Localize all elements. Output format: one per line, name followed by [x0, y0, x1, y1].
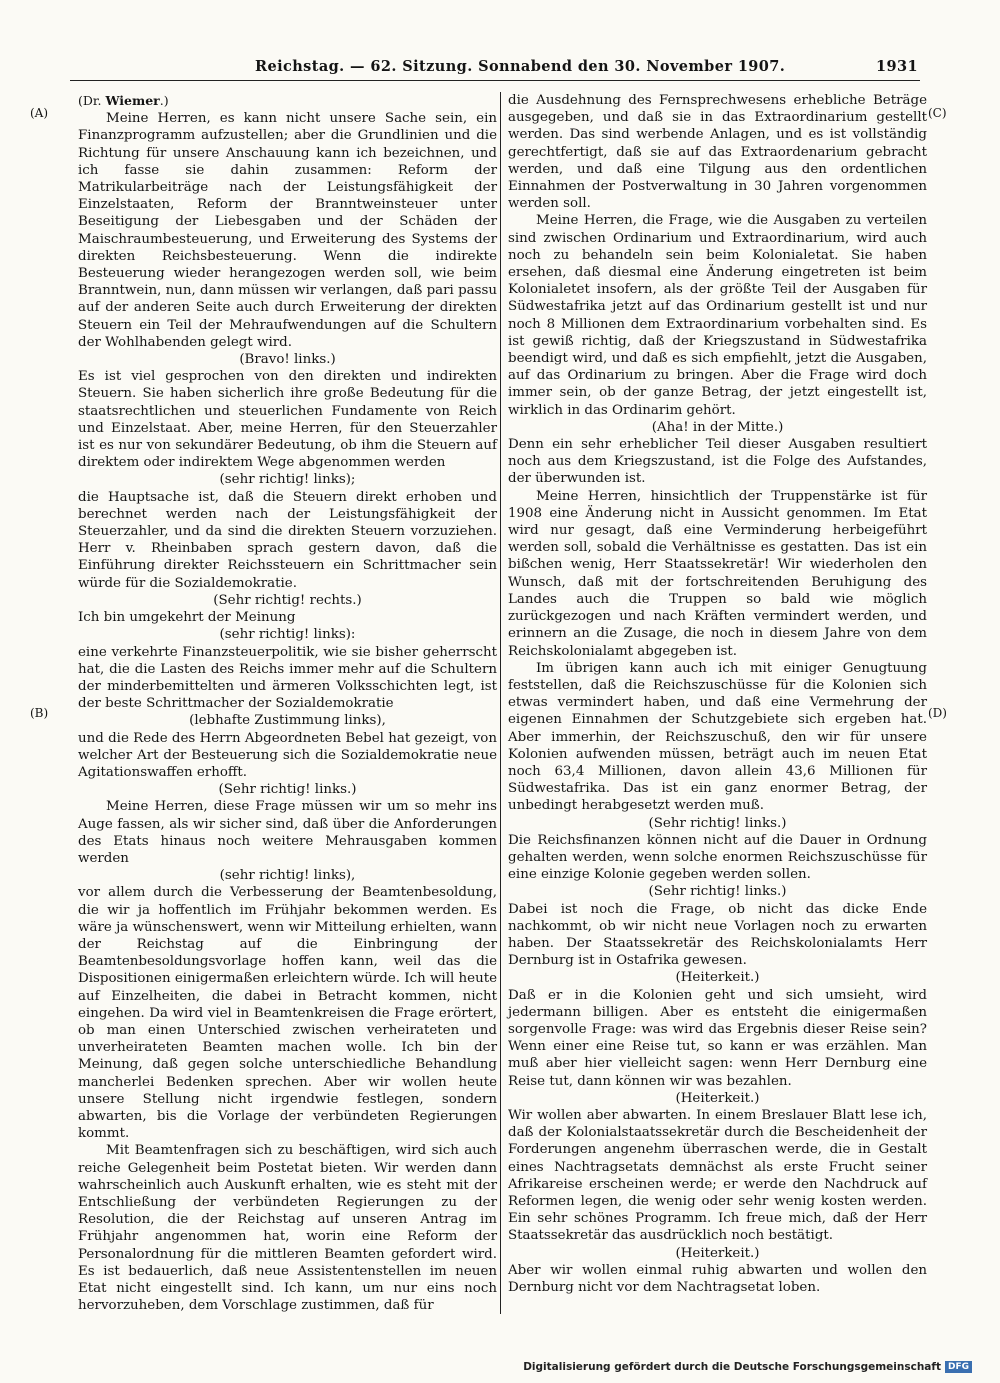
paragraph: Meine Herren, es kann nicht unsere Sache sein, ein Finanzprogramm aufzustellen; aber die Grundlinien und die Richtung für unsere Anschauung kann ich bezeichnen, und ich fasse sie dahin zusammen: Reform der Matrikularbeiträge nach der Leistungsfähigkeit der Einzelstaaten, Reform der Branntweinsteuer unter Beseitigung der Liebesgaben und der Schäden der Maischraumbesteuerung, und Erweiterung des Systems der direkten Reichsbesteuerung. Wenn die indirekte Besteuerung wieder herangezogen werden soll, wie beim Branntwein, nun, dann müssen wir verlangen, daß pari passu auf der anderen Seite auch durch Erweiterung der direkten Steuern ein Teil der Mehraufwendungen auf die Schultern der Wohlhabenden gelegt wird.: [78, 111, 497, 350]
paragraph: die Ausdehnung des Fernsprechwesens erhebliche Beträge ausgegeben, und daß sie in das Extraordinarium gestellt werden. Das sind werbende Anlagen, und es ist vollständig gerechtfertigt, daß sie auf das Extraordenarium gebracht werden, und daß eine Tilgung aus den ordentlichen Einnahmen der Postverwaltung in 30 Jahren vorgenommen werden soll.: [508, 93, 927, 212]
reaction: (Sehr richtig! links.): [648, 884, 787, 900]
page-number: 1931: [876, 58, 918, 75]
reaction: (sehr richtig! links):: [219, 627, 356, 643]
paragraph: Denn ein sehr erheblicher Teil dieser Ausgaben resultiert noch aus dem Kriegszustand, ist die Folge des Aufstandes, der überwunden ist.: [508, 437, 927, 487]
paragraph: und die Rede des Herrn Abgeordneten Bebel hat gezeigt, von welcher Art der Besteuerung sich die Sozialdemokratie neue Agitationswaffen erhofft.: [78, 730, 497, 780]
dfg-logo: DFG: [945, 1361, 972, 1373]
paragraph: Die Reichsfinanzen können nicht auf die Dauer in Ordnung gehalten werden, wenn solche enormen Reichszuschüsse für eine einzige Kolonie gegeben werden sollen.: [508, 832, 927, 883]
reaction: (Sehr richtig! rechts.): [213, 592, 362, 608]
reaction: (sehr richtig! links),: [219, 868, 356, 884]
paragraph: Im übrigen kann auch ich mit einiger Genugtuung feststellen, daß die Reichszuschüsse für die Kolonien sich etwas vermindert haben, und daß eine Vermehrung der eigenen Einnahmen der Schutzgebiete sich ergeben hat. Aber immerhin, der Reichszuschuß, den wir für unsere Kolonien aufwenden müssen, beträgt auch im neuen Etat noch 63,4 Millionen, davon allein 43,6 Millionen für Südwestafrika. Das ist ein ganz enormer Betrag, der unbedingt herabgesetzt werden muß.: [508, 660, 927, 814]
reaction: (Sehr richtig! links.): [648, 815, 787, 831]
reaction: (Sehr richtig! links.): [218, 782, 357, 798]
page-header: [70, 52, 918, 78]
column-divider: [500, 92, 501, 1314]
paragraph: Meine Herren, hinsichtlich der Truppenstärke ist für 1908 eine Änderung nicht in Aussicht genommen. Im Etat wird nur gesagt, daß eine Verminderung herbeigeführt werden soll, sobald die Verhältnisse es gestatten. Das ist ein bißchen wenig, Herr Staatssekretär! Wir wiederholen den Wunsch, daß mit der fortschreitenden Beruhigung des Landes auch die Truppen so bald wie möglich zurückgezogen und nach Kräften vermindert werden, und erinnern an die Zusage, die noch in diesem Jahre von dem Reichskolonialamt abgegeben ist.: [508, 488, 927, 659]
reaction: (Heiterkeit.): [675, 1245, 760, 1261]
paragraph: Wir wollen aber abwarten. In einem Breslauer Blatt lese ich, daß der Kolonialstaatssekretär durch die Bescheidenheit der Forderungen angenehm überraschen werde, die in Gestalt eines Nachtragsetats demnächst als erste Frucht seiner Afrikareise erscheinen werde; er werde den Nachdruck auf Reformen legen, die wenig oder sehr wenig kosten werden. Ein sehr schönes Programm. Ich freue mich, daß der Herr Staatssekretär das ausdrücklich noch bestätigt.: [508, 1107, 927, 1244]
paragraph: Dabei ist noch die Frage, ob nicht das dicke Ende nachkommt, ob wir nicht neue Vorlagen noch zu erwarten haben. Der Staatssekretär des Reichskolonialamts Herr Dernburg ist in Ostafrika gewesen.: [508, 901, 927, 969]
reaction: (lebhafte Zustimmung links),: [189, 713, 386, 729]
paragraph: Meine Herren, die Frage, wie die Ausgaben zu verteilen sind zwischen Ordinarium und Extraordinarium, wird auch noch zu behandeln sein beim Kolonialetat. Sie haben ersehen, daß diesmal eine Änderung eingetreten ist beim Kolonialetet insofern, als der größte Teil der Ausgaben für Südwestafrika jetzt auf das Ordinarium gestellt ist und nur noch 8 Millionen dem Extraordinarium vorbehalten sind. Es ist gewiß richtig, daß der Kriegszustand in Südwestafrika beendigt wird, und daß es sich empfiehlt, jetzt die Ausgaben, auf das Ordinarium zu bringen. Aber die Frage wird doch immer sein, ob der ganze Betrag, der jetzt eingestellt ist, wirklich in das Ordinarim gehört.: [508, 213, 927, 418]
paragraph: Mit Beamtenfragen sich zu beschäftigen, wird sich auch reiche Gelegenheit beim Postetat bieten. Wir werden dann wahrscheinlich auch Auskunft erhalten, wie es steht mit der Entschließung der verbündeten Regierungen zu der Resolution, die der Reichstag auf unseren Antrag im Frühjahr angenommen hat, worin eine Reform der Personalordnung für die mittleren Beamten gefordert wird. Es ist bedauerlich, daß neue Assistentenstellen im neuen Etat nicht eingestellt sind. Ich kann, um nur eins noch hervorzuheben, dem Vorschlage zustimmen, daß für: [78, 1143, 497, 1314]
paragraph: Aber wir wollen einmal ruhig abwarten und wollen den Dernburg nicht vor dem Nachtragsetat loben.: [508, 1262, 927, 1296]
reaction: (sehr richtig! links);: [219, 472, 356, 488]
credit-text: Digitalisierung gefördert durch die Deutsche Forschungsgemeinschaft: [523, 1361, 941, 1373]
right-column: [508, 92, 927, 1296]
paragraph: die Hauptsache ist, daß die Steuern direkt erhoben und berechnet werden nach der Leistungsfähigkeit der Steuerzahler, und da sind die direkten Steuern vorzuziehen. Herr v. Rheinbaben sprach gestern davon, daß die Einführung direkter Reichssteuern ein Schrittmacher sein würde für die Sozialdemokratie.: [78, 489, 497, 591]
margin-mark-d: (D): [928, 706, 947, 720]
paragraph: Meine Herren, diese Frage müssen wir um so mehr ins Auge fassen, als wir sicher sind, daß über die Anforderungen des Etats hinaus noch weitere Mehrausgaben kommen werden: [78, 799, 497, 866]
left-column: [78, 92, 497, 1314]
paragraph: Daß er in die Kolonien geht und sich umsieht, wird jedermann billigen. Aber es entsteht die einigermaßen sorgenvolle Frage: was wird das Ergebnis dieser Reise sein? Wenn einer eine Reise tut, so kann er was erzählen. Man muß aber hier vielleicht sagen: wenn Herr Dernburg eine Reise tut, dann können wir was bezahlen.: [508, 987, 927, 1089]
speaker-label: (Dr. Wiemer.): [78, 93, 169, 108]
paragraph: vor allem durch die Verbesserung der Beamtenbesoldung, die wir ja hoffentlich im Frühjahr bekommen werden. Es wäre ja wünschenswert, wenn wir Mitteilung erhielten, wann der Reichstag auf die Einbringung der Beamtenbesoldungsvorlage hoffen kann, weil das die Dispositionen einigermaßen erleichtern würde. Ich will heute auf Einzelheiten, die dabei in Betracht kommen, nicht eingehen. Da wird viel in Beamtenkreisen die Frage erörtert, ob man einen Unterschied zwischen verheirateten und unverheirateten Beamten machen wolle. Ich bin der Meinung, daß gegen solche unterschiedliche Behandlung mancherlei Bedenken sprechen. Aber wir wollen heute unsere Stellung nicht irgendwie festlegen, sondern abwarten, bis die Vorlage der verbündeten Regierungen kommt.: [78, 885, 498, 1142]
running-title: Reichstag. — 62. Sitzung. Sonnabend den 30. November 1907.: [255, 58, 786, 75]
reaction: (Heiterkeit.): [675, 1090, 760, 1106]
reaction: (Heiterkeit.): [675, 970, 760, 986]
paragraph: Ich bin umgekehrt der Meinung: [78, 610, 296, 626]
margin-mark-b: (B): [30, 706, 49, 720]
paragraph: Es ist viel gesprochen von den direkten und indirekten Steuern. Sie haben sicherlich ihre große Bedeutung für die staatsrechtlichen und steuerlichen Fundamente von Reich und Einzelstaat. Aber, meine Herren, für den Steuerzahler ist es nur von sekundärer Bedeutung, ob ihm die Steuern auf direktem oder indirektem Wege abgenommen werden: [78, 369, 497, 471]
margin-mark-a: (A): [30, 106, 49, 120]
speaker-name: Wiemer: [105, 93, 160, 108]
digitization-credit: [523, 1361, 972, 1373]
paragraph: eine verkehrte Finanzsteuerpolitik, wie sie bisher geherrscht hat, die die Lasten des Reichs immer mehr auf die Schultern der minderbemittelten und ärmeren Volksschichten legt, ist der beste Schrittmacher der Sozialdemokratie: [78, 644, 497, 712]
reaction: (Aha! in der Mitte.): [651, 419, 784, 435]
reaction: (Bravo! links.): [239, 352, 336, 368]
header-rule: [70, 80, 920, 81]
margin-mark-c: (C): [928, 106, 947, 120]
